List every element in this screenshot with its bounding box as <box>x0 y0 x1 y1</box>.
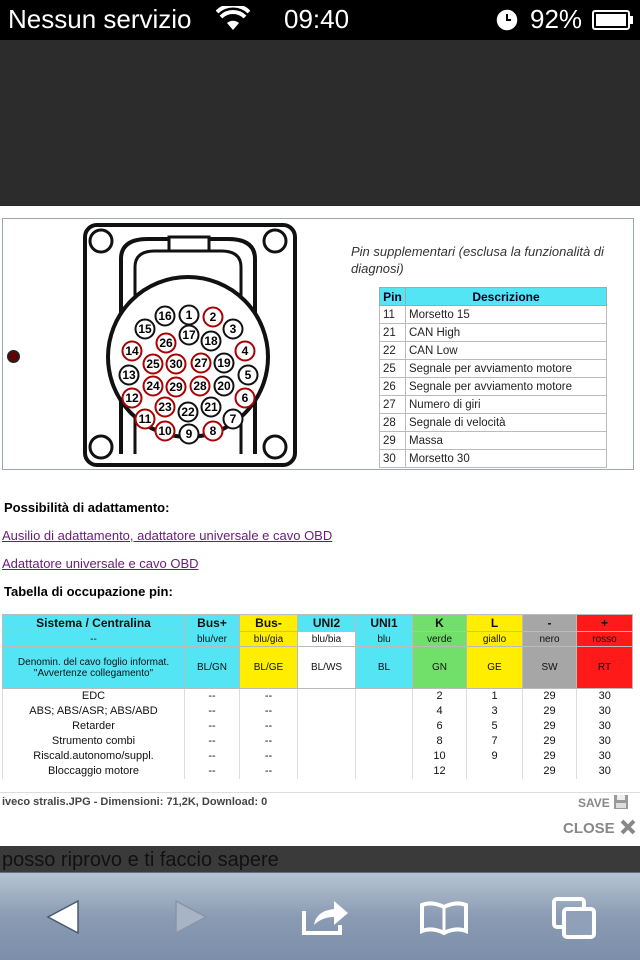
close-label: CLOSE <box>563 820 615 837</box>
occ-color-cell: verde <box>413 632 467 647</box>
occ-cell: 30 <box>577 704 633 719</box>
connector-pin-label: 13 <box>122 368 136 382</box>
connector-pin-label: 28 <box>193 379 207 393</box>
occ-cell: 29 <box>523 719 577 734</box>
pin-description: CAN High <box>406 324 607 342</box>
connector-pin-label: 29 <box>169 380 183 394</box>
wifi-icon <box>216 6 250 37</box>
connector-pin-label: 30 <box>169 357 183 371</box>
occ-cell <box>356 689 413 704</box>
pin-table-row <box>380 396 607 414</box>
battery-icon <box>592 10 634 35</box>
background-post-text: posso riprovo e ti faccio sapere <box>0 846 640 874</box>
pin-table-row <box>380 432 607 450</box>
pin-number: 25 <box>380 360 406 378</box>
pin-description: Massa <box>406 432 607 450</box>
pin-table-row <box>380 360 607 378</box>
connector-pin-label: 2 <box>209 310 217 324</box>
pin-table-row <box>380 342 607 360</box>
connector-pin-label: 27 <box>194 356 208 370</box>
occ-cell: -- <box>185 764 240 779</box>
connector-pin-label: 23 <box>158 400 172 414</box>
page-marker-dot <box>7 350 20 363</box>
occ-cell: -- <box>185 689 240 704</box>
floppy-disk-icon <box>613 794 629 810</box>
connector-pin-label: 6 <box>241 391 249 405</box>
connector-pin-label: 5 <box>244 368 252 382</box>
pin-description: Segnale per avviamento motore <box>406 378 607 396</box>
file-info: iveco stralis.JPG - Dimensioni: 71,2K, Download: 0 <box>2 796 268 808</box>
occ-denom-cell: GE <box>467 647 523 689</box>
pin-occupation-table <box>2 614 633 779</box>
occ-cell: -- <box>240 719 298 734</box>
connector-pin-label: 1 <box>185 308 193 322</box>
occ-cell: 9 <box>467 749 523 764</box>
occ-header: UNI1 <box>356 615 413 632</box>
obd-connector-drawing <box>3 219 303 469</box>
occ-color-cell: blu <box>356 632 413 647</box>
occ-color-cell: blu/gia <box>240 632 298 647</box>
connector-pin-label: 4 <box>241 344 249 358</box>
occ-cell <box>298 734 356 749</box>
connector-pin-label: 9 <box>185 427 193 441</box>
occ-header: K <box>413 615 467 632</box>
close-icon <box>619 818 637 836</box>
occ-table-row <box>3 749 633 764</box>
occ-header: - <box>523 615 577 632</box>
occ-cell: -- <box>185 734 240 749</box>
connector-pin-label: 10 <box>158 424 172 438</box>
link-adattatore-obd[interactable]: Adattatore universale e cavo OBD <box>2 556 199 571</box>
pin-number: 22 <box>380 342 406 360</box>
occ-denom-cell: BL <box>356 647 413 689</box>
pin-description: CAN Low <box>406 342 607 360</box>
back-button[interactable] <box>24 873 104 960</box>
occ-cell: Strumento combi <box>3 734 185 749</box>
occ-cell: 10 <box>413 749 467 764</box>
connector-pin-label: 14 <box>125 344 139 358</box>
occ-cell: 29 <box>523 764 577 779</box>
bookmarks-button[interactable] <box>404 873 484 960</box>
occ-cell: 7 <box>467 734 523 749</box>
share-button[interactable] <box>286 873 366 960</box>
back-arrow-icon <box>44 897 84 937</box>
occ-color-cell: blu/bia <box>298 632 356 647</box>
occ-header: + <box>577 615 633 632</box>
occ-cell <box>356 734 413 749</box>
occ-header: L <box>467 615 523 632</box>
occ-denom-cell: Denomin. del cavo foglio informat. "Avvertenze collegamento" <box>3 647 185 689</box>
pin-table-row <box>380 378 607 396</box>
connector-pin-label: 24 <box>146 379 160 393</box>
occ-denom-cell: SW <box>523 647 577 689</box>
connector-pin-label: 11 <box>138 412 152 426</box>
occ-cell: EDC <box>3 689 185 704</box>
occ-cell: -- <box>240 749 298 764</box>
occ-denom-cell: BL/GN <box>185 647 240 689</box>
connector-pin-label: 20 <box>217 379 231 393</box>
pin-number: 27 <box>380 396 406 414</box>
pin-number: 21 <box>380 324 406 342</box>
connector-diagram <box>2 218 634 470</box>
occ-cell: 29 <box>523 749 577 764</box>
occ-color-cell: rosso <box>577 632 633 647</box>
occ-denom-cell: RT <box>577 647 633 689</box>
occ-cell: 30 <box>577 734 633 749</box>
occ-cell: 3 <box>467 704 523 719</box>
tabs-pages-icon <box>550 895 598 939</box>
occ-cell: 12 <box>413 764 467 779</box>
connector-pin-label: 17 <box>182 328 196 342</box>
occ-denom-cell: BL/GE <box>240 647 298 689</box>
occ-cell: Riscald.autonomo/suppl. <box>3 749 185 764</box>
save-button[interactable] <box>578 794 629 810</box>
tabella-heading: Tabella di occupazione pin: <box>4 584 173 599</box>
occ-cell: 29 <box>523 689 577 704</box>
occ-cell: -- <box>240 764 298 779</box>
occ-denom-cell: GN <box>413 647 467 689</box>
occ-cell: 6 <box>413 719 467 734</box>
occ-cell: 8 <box>413 734 467 749</box>
connector-pin-label: 18 <box>204 334 218 348</box>
occ-cell: 29 <box>523 704 577 719</box>
occ-denom-cell: BL/WS <box>298 647 356 689</box>
bookmarks-book-icon <box>418 897 470 937</box>
occ-cell <box>356 719 413 734</box>
pin-number: 30 <box>380 450 406 468</box>
tabs-button[interactable] <box>534 873 614 960</box>
occ-cell <box>356 704 413 719</box>
occ-header: Bus- <box>240 615 298 632</box>
occ-cell <box>356 764 413 779</box>
link-ausilio-adattamento[interactable]: Ausilio di adattamento, adattatore universale e cavo OBD <box>2 528 333 543</box>
occ-cell: -- <box>185 749 240 764</box>
pin-number: 11 <box>380 306 406 324</box>
desc-col-header: Descrizione <box>406 288 607 306</box>
pin-table <box>379 287 607 468</box>
occ-cell: -- <box>240 689 298 704</box>
occ-cell: 29 <box>523 734 577 749</box>
viewer-divider <box>0 792 640 793</box>
occ-header: Bus+ <box>185 615 240 632</box>
connector-pin-label: 8 <box>209 424 217 438</box>
occ-table-row <box>3 734 633 749</box>
occ-cell <box>298 704 356 719</box>
pin-description: Morsetto 30 <box>406 450 607 468</box>
forward-arrow-icon <box>170 897 210 937</box>
pin-number: 26 <box>380 378 406 396</box>
browser-toolbar <box>0 872 640 960</box>
occ-cell: -- <box>185 704 240 719</box>
occ-header: Sistema / Centralina <box>3 615 185 632</box>
occ-cell: 30 <box>577 719 633 734</box>
connector-pin-label: 19 <box>217 356 231 370</box>
image-viewer <box>0 206 640 846</box>
connector-pin-label: 16 <box>158 309 172 323</box>
occ-table-row <box>3 719 633 734</box>
occ-color-cell: nero <box>523 632 577 647</box>
alarm-clock-icon <box>496 9 518 36</box>
connector-pin-label: 7 <box>229 412 237 426</box>
pin-number: 29 <box>380 432 406 450</box>
occ-cell <box>356 749 413 764</box>
occ-table-row <box>3 764 633 779</box>
pin-number: 28 <box>380 414 406 432</box>
connector-pin-label: 21 <box>204 400 218 414</box>
pin-table-row <box>380 324 607 342</box>
occ-table-row <box>3 689 633 704</box>
pin-description: Numero di giri <box>406 396 607 414</box>
pin-description: Segnale per avviamento motore <box>406 360 607 378</box>
close-button[interactable] <box>563 818 637 837</box>
occ-color-cell: blu/ver <box>185 632 240 647</box>
status-bar <box>0 0 640 40</box>
connector-pin-label: 26 <box>159 336 173 350</box>
occ-cell: Retarder <box>3 719 185 734</box>
occ-cell: Bloccaggio motore <box>3 764 185 779</box>
connector-pin-label: 15 <box>138 322 152 336</box>
clock-time: 09:40 <box>284 4 350 34</box>
occ-cell: 1 <box>467 689 523 704</box>
adattamento-heading: Possibilità di adattamento: <box>4 500 170 515</box>
connector-pin-label: 3 <box>229 322 237 336</box>
occ-cell: 4 <box>413 704 467 719</box>
occ-cell <box>467 764 523 779</box>
occ-cell <box>298 719 356 734</box>
occ-cell: ABS; ABS/ASR; ABS/ABD <box>3 704 185 719</box>
connector-pin-label: 25 <box>146 357 160 371</box>
occ-table-row <box>3 704 633 719</box>
occ-cell: -- <box>240 734 298 749</box>
forward-button[interactable] <box>150 873 230 960</box>
pin-col-header: Pin <box>380 288 406 306</box>
occ-header: UNI2 <box>298 615 356 632</box>
occ-cell: -- <box>185 719 240 734</box>
pin-description: Morsetto 15 <box>406 306 607 324</box>
occ-cell: -- <box>240 704 298 719</box>
connector-pin-label: 22 <box>181 405 195 419</box>
save-label: SAVE <box>578 796 610 810</box>
occ-color-cell: -- <box>3 632 185 647</box>
pin-description: Segnale di velocità <box>406 414 607 432</box>
occ-cell <box>298 689 356 704</box>
occ-cell: 30 <box>577 749 633 764</box>
pin-table-row <box>380 450 607 468</box>
pin-table-row <box>380 306 607 324</box>
occ-cell <box>298 749 356 764</box>
page-background-top <box>0 40 640 206</box>
battery-percentage: 92% <box>530 4 583 34</box>
occ-cell: 30 <box>577 689 633 704</box>
occ-cell <box>298 764 356 779</box>
pin-table-row <box>380 414 607 432</box>
carrier-label: Nessun servizio <box>8 4 192 34</box>
occ-color-cell: giallo <box>467 632 523 647</box>
share-icon <box>300 897 352 937</box>
occ-cell: 5 <box>467 719 523 734</box>
occ-cell: 30 <box>577 764 633 779</box>
occ-cell: 2 <box>413 689 467 704</box>
connector-pin-label: 12 <box>125 391 139 405</box>
pin-note: Pin supplementari (esclusa la funzionalità di diagnosi) <box>351 244 604 276</box>
